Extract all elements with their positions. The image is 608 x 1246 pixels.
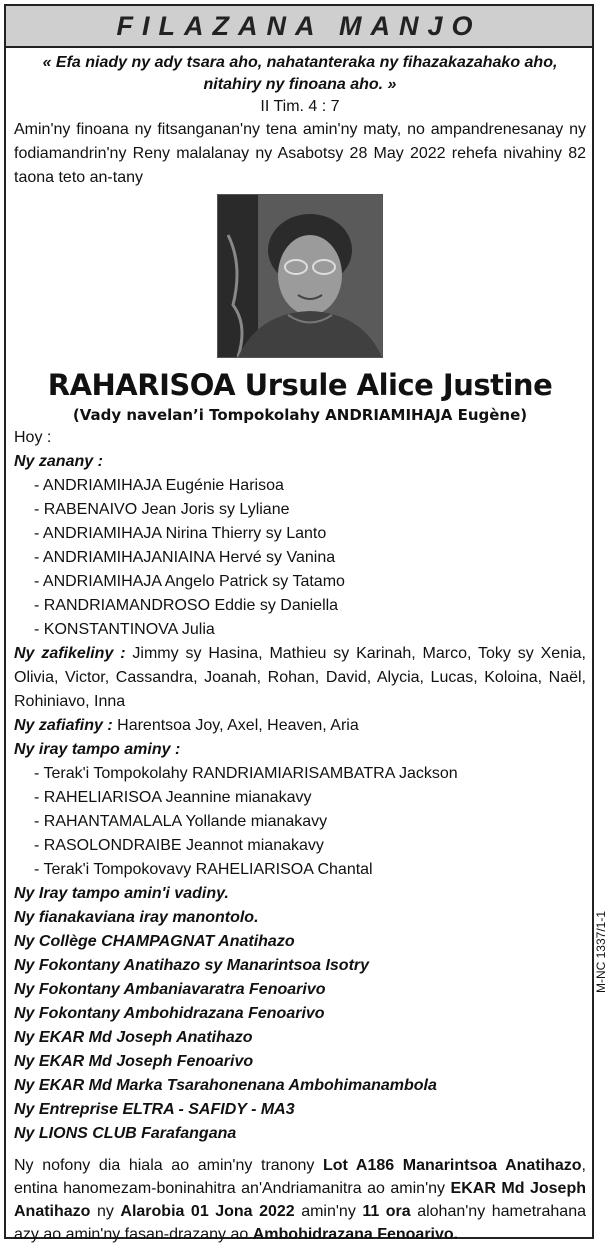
list-item: Ny Collège CHAMPAGNAT Anatihazo [14, 933, 295, 950]
footer-text: Ny nofony dia hiala ao amin'ny tranony [14, 1157, 323, 1174]
list-item: Ny EKAR Md Joseph Anatihazo [14, 1029, 253, 1046]
footer-time: 11 ora [362, 1203, 411, 1220]
footer-address: Lot A186 Manarintsoa Anatihazo [323, 1157, 582, 1174]
list-item: - RANDRIAMANDROSO Eddie sy Daniella [34, 597, 339, 614]
list-item: - KONSTANTINOVA Julia [34, 621, 215, 638]
list-item: Ny Fokontany Anatihazo sy Manarintsoa Isotry [14, 957, 370, 974]
list-item: - RAHANTAMALALA Yollande mianakavy [34, 813, 328, 830]
iray-tampo-list [14, 762, 586, 882]
zafikeliny-paragraph [14, 642, 586, 714]
bible-reference: II Tim. 4 : 7 [260, 98, 340, 115]
spouse-note: (Vady navelan’i Tompokolahy ANDRIAMIHAJA Eugène) [72, 406, 528, 424]
portrait-photo [217, 194, 383, 358]
list-item: - RABENAIVO Jean Joris sy Lyliane [34, 501, 290, 518]
zafiafiny-label: Ny zafiafiny : [14, 717, 113, 734]
footer-text: amin'ny [294, 1203, 363, 1220]
footer-date: Alarobia 01 Jona 2022 [120, 1203, 295, 1220]
list-item: Ny Fokontany Ambaniavaratra Fenoarivo [14, 981, 326, 998]
list-item: Ny fianakaviana iray manontolo. [14, 909, 259, 926]
list-item: Ny Fokontany Ambohidrazana Fenoarivo [14, 1005, 325, 1022]
obituary-content [6, 52, 592, 1246]
zafiafiny-text: Harentsoa Joy, Axel, Heaven, Aria [112, 717, 359, 734]
list-item: Ny Entreprise ELTRA - SAFIDY - MA3 [14, 1101, 295, 1118]
bible-quote: « Efa niady ny ady tsara aho, nahatanteraka ny fihazakazahako aho, nitahiry ny finoana aho. » [42, 54, 558, 93]
list-item: Ny LIONS CLUB Farafangana [14, 1125, 237, 1142]
hoy-label: Hoy : [14, 429, 52, 446]
photo-wrap [14, 194, 586, 358]
zafiafiny-paragraph [14, 714, 586, 738]
iray-tampo-label: Ny iray tampo aminy : [14, 741, 181, 758]
list-item: - ANDRIAMIHAJA Nirina Thierry sy Lanto [34, 525, 327, 542]
list-item: - ANDRIAMIHAJANIAINA Hervé sy Vanina [34, 549, 336, 566]
zafikeliny-label: Ny zafikeliny : [14, 645, 126, 662]
list-item: - ANDRIAMIHAJA Eugénie Harisoa [34, 477, 284, 494]
list-item: - RASOLONDRAIBE Jeannot mianakavy [34, 837, 324, 854]
other-mourners-list [14, 882, 586, 1146]
footer-text: alohan'ny hametrahana azy ao amin'ny fasan-drazany ao [14, 1203, 587, 1243]
zanany-list [14, 474, 586, 642]
header-title: FILAZANA MANJO [116, 10, 482, 41]
obituary-frame [4, 4, 608, 1243]
zafikeliny-text: Jimmy sy Hasina, Mathieu sy Karinah, Marco, Toky sy Xenia, Olivia, Victor, Cassandra, Joanah, Rohan, David, Alycia, Lucas, Koloina, Naël, Rohiniavo, Inna [14, 645, 587, 710]
list-item: - Terak'i Tompokolahy RANDRIAMIARISAMBATRA Jackson [34, 765, 458, 782]
list-item: Ny Iray tampo amin'i vadiny. [14, 885, 229, 902]
footer-text: ny [90, 1203, 121, 1220]
header-bar [6, 6, 592, 48]
list-item: Ny EKAR Md Marka Tsarahonenana Ambohimanambola [14, 1077, 437, 1094]
intro-text: Amin'ny finoana ny fitsanganan'ny tena amin'ny maty, no ampandrenesanay ny fodiamandrin'ny Reny malalanay ny Asabotsy 28 May 2022 rehefa nivahiny 82 taona teto an-tany [14, 121, 586, 186]
list-item: Ny EKAR Md Joseph Fenoarivo [14, 1053, 254, 1070]
funeral-details [14, 1154, 586, 1246]
zanany-label: Ny zanany : [14, 453, 103, 470]
list-item: - RAHELIARISOA Jeannine mianakavy [34, 789, 312, 806]
side-code: M-NC 1337/1-1 [594, 911, 608, 994]
footer-text: , entina hanomezam-boninahitra an'Andriamanitra ao amin'ny [14, 1157, 586, 1197]
footer-church: EKAR Md Joseph Anatihazo [14, 1180, 587, 1220]
list-item: - ANDRIAMIHAJA Angelo Patrick sy Tatamo [34, 573, 345, 590]
deceased-name: RAHARISOA Ursule Alice Justine [47, 368, 553, 402]
portrait-illustration [218, 195, 382, 357]
footer-burial-place: Ambohidrazana Fenoarivo. [252, 1226, 459, 1243]
list-item: - Terak'i Tompokovavy RAHELIARISOA Chantal [34, 861, 373, 878]
